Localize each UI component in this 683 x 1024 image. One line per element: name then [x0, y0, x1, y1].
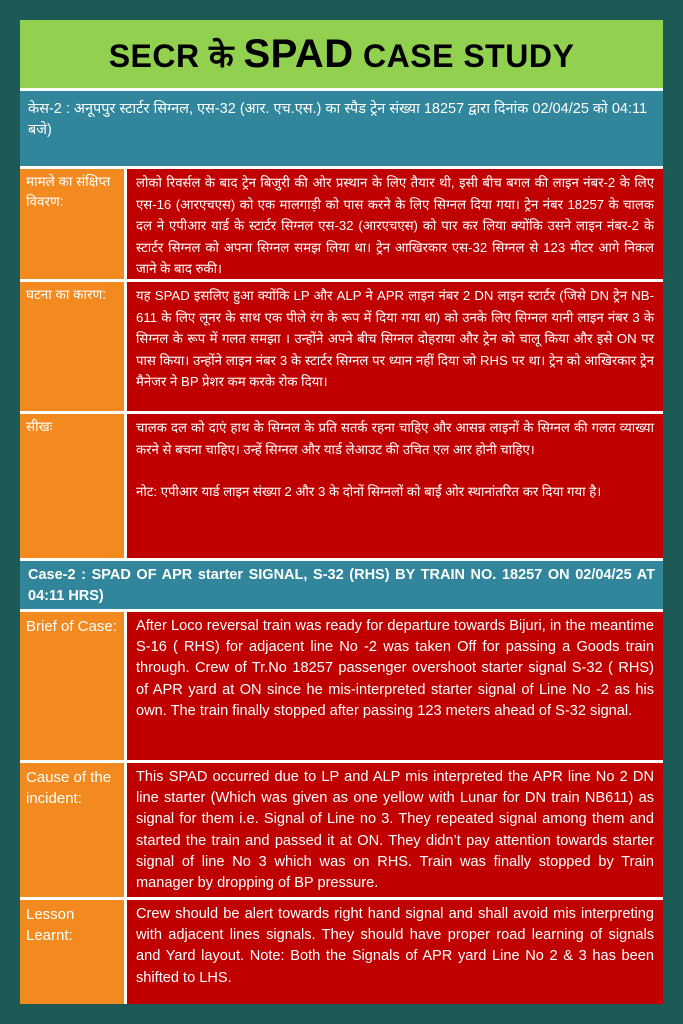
hindi-cause-text: यह SPAD इसलिए हुआ क्योंकि LP और ALP ने APR लाइन नंबर 2 DN लाइन स्टार्टर (जिसे DN ट्रेन NB-611 के लिए लूनर के साथ एक पीले रंग के रूप में दिया गया था) को उनके लिए सिग्नल यानी लाइन नंबर 3 के सिग्नल के रूप में गलत समझा । उन्होंने अपने बीच सिग्नल दोहराया और ट्रेन को चालू किया और इसे ON पर पास किया। उन्होंने लाइन नंबर 3 के स्टार्टर सिग्नल पर ध्यान नहीं दिया जो RHS पर था। ट्रेन को आखिरकार ट्रेन मैनेजर ने BP प्रेशर कम करके रोक दिया।	[127, 282, 663, 411]
hindi-cause-row	[20, 282, 663, 411]
title-spad: SPAD	[243, 32, 354, 76]
hindi-brief-row	[20, 169, 663, 279]
english-lesson-label: Lesson Learnt:	[20, 900, 124, 1004]
case-study-sheet	[20, 20, 663, 1004]
english-cause-text: This SPAD occurred due to LP and ALP mis interpreted the APR line No 2 DN line starter (Which was given as one yellow with Lunar for DN train NB611) as signal for them i.e. Signal of Line no 3. They repeated signal among them and started the train and passed it at ON. They didn’t pay attention towards starter signal of line No 3 which was on RHS. Train was finally stopped by Train manager by dropping of BP pressure.	[127, 763, 663, 897]
hindi-lesson-note: नोट: एपीआर यार्ड लाइन संख्या 2 और 3 के दोनों सिग्नलों को बाईं ओर स्थानांतरित कर दिया गया है।	[136, 484, 602, 500]
english-brief-text: After Loco reversal train was ready for departure towards Bijuri, in the meantime S-16 ( RHS) for adjacent line No -2 was taken Off for passing a Goods train through. Crew of Tr.No 18257 passenger overshoot starter signal S-32 ( RHS) of APR yard at ON since he mis-interpreted starter signal of Line No -2 as his own. The train finally stopped after passing 123 meters ahead of S-32 signal.	[127, 612, 663, 760]
hindi-lesson-text: चालक दल को दाएं हाथ के सिग्नल के प्रति सतर्क रहना चाहिए और आसन्न लाइनों के सिग्नल की गलत व्याख्या करने से बचना चाहिए। उन्हें सिग्नल और यार्ड लेआउट की उचित एल आर होनी चाहिए।	[136, 420, 654, 457]
english-lesson-row	[20, 900, 663, 1004]
english-lesson-text: Crew should be alert towards right hand signal and shall avoid mis interpreting with adjacent lines signals. They should have proper road learning of signals and Yard layout. Note: Both the Signals of APR yard Line No 2 & 3 has been shifted to LHS.	[127, 900, 663, 1004]
english-brief-row	[20, 612, 663, 760]
hindi-brief-text: लोको रिवर्सल के बाद ट्रेन बिजुरी की ओर प्रस्थान के लिए तैयार थी, इसी बीच बगल की लाइन नंबर-2 के लिए एस-16 (आरएचएस) को एक मालगाड़ी को पास करने के लिए सिग्नल दिया गया। ट्रेन नंबर 18257 के चालक दल ने एपीआर यार्ड के स्टार्टर सिग्नल एस-32 (आरएचएस) को पार कर लिया क्योंकि उसने लाइन नंबर-2 के स्टार्टर सिग्नल को अपना सिग्नल समझ लिया था। ट्रेन आखिरकार एस-32 सिग्नल से 123 मीटर आगे निकल जाने के बाद रुकी।	[127, 169, 663, 279]
hindi-brief-label: मामले का संक्षिप्त विवरण:	[20, 169, 124, 279]
hindi-lesson-box	[127, 414, 663, 558]
title-suffix: CASE STUDY	[363, 38, 575, 74]
hindi-lesson-row	[20, 414, 663, 558]
hindi-cause-label: घटना का कारण:	[20, 282, 124, 411]
paragraph-gap	[136, 460, 654, 481]
english-brief-label: Brief of Case:	[20, 612, 124, 760]
hindi-case-header: केस-2 : अनूपपुर स्टार्टर सिग्नल, एस-32 (आर. एच.एस.) का स्पैड ट्रेन संख्या 18257 द्वारा दिनांक 02/04/25 को 04:11 बजे)	[20, 91, 663, 166]
english-case-header: Case-2 : SPAD OF APR starter SIGNAL, S-32 (RHS) BY TRAIN NO. 18257 ON 02/04/25 AT 04:11 HRS)	[20, 561, 663, 609]
english-cause-row	[20, 763, 663, 897]
title-prefix: SECR के	[108, 38, 235, 74]
english-cause-label: Cause of the incident:	[20, 763, 124, 897]
page-title	[20, 20, 663, 88]
hindi-lesson-label: सीखः	[20, 414, 124, 558]
